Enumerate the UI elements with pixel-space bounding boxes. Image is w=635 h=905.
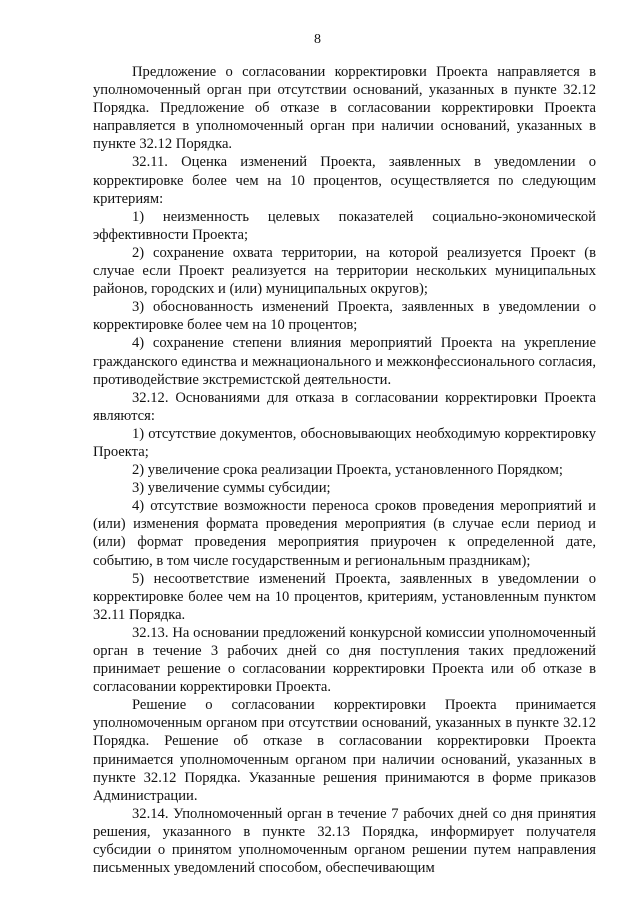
paragraph-32-14: 32.14. Уполномоченный орган в течение 7 рабочих дней со дня принятия решения, указанного в пункте 32.13 Порядка, информирует получателя субсидии о принятом уполномоченным органом решении путем направления письменных уведомлений способом, обеспечивающим — [93, 805, 596, 877]
paragraph-proposal-approval: Предложение о согласовании корректировки Проекта направляется в уполномоченный орган при отсутствии оснований, указанных в пункте 32.12 Порядка. Предложение об отказе в согласовании корректировки Проекта направляется в уполномоченный орган при наличии оснований, указанных в пункте 32.12 Порядка. — [93, 64, 596, 153]
criterion-4: 4) сохранение степени влияния мероприятий Проекта на укрепление гражданского единства и межнационального и межконфессионального согласия, противодействие экстремистской деятельности. — [93, 335, 596, 388]
page-number: 8 — [314, 32, 321, 47]
paragraph-32-12: 32.12. Основаниями для отказа в согласовании корректировки Проекта являются: — [93, 389, 596, 424]
paragraph-32-13: 32.13. На основании предложений конкурсной комиссии уполномоченный орган в течение 3 рабочих дней со дня поступления таких предложений принимает решение о согласовании корректировки Проекта или об отказе в согласовании корректировки Проекта. — [93, 624, 596, 696]
document-body — [93, 63, 596, 877]
criterion-3: 3) обоснованность изменений Проекта, заявленных в уведомлении о корректировке более чем на 10 процентов; — [93, 299, 596, 334]
refusal-reason-2: 2) увеличение срока реализации Проекта, установленного Порядком; — [132, 462, 563, 479]
criterion-1: 1) неизменность целевых показателей социально-экономической эффективности Проекта; — [93, 208, 596, 243]
refusal-reason-4: 4) отсутствие возможности переноса сроков проведения мероприятий и (или) изменения формата проведения мероприятия (в случае если период и (или) формат проведения мероприятия приурочен к определенной дате, событию, в том числе государственным и региональным праздникам); — [93, 498, 596, 569]
criterion-2: 2) сохранение охвата территории, на которой реализуется Проект (в случае если Проект реализуется на территории нескольких муниципальных районов, городских и (или) муниципальных округов); — [93, 244, 596, 298]
refusal-reason-3: 3) увеличение суммы субсидии; — [132, 480, 331, 497]
refusal-reason-1: 1) отсутствие документов, обосновывающих необходимую корректировку Проекта; — [93, 425, 596, 460]
paragraph-decision: Решение о согласовании корректировки Проекта принимается уполномоченным органом при отсутствии оснований, указанных в пункте 32.12 Порядка. Решение об отказе в согласовании корректировки Проекта принимается уполномоченным органом при наличии оснований, указанных в пункте 32.12 Порядка. Указанные решения принимаются в форме приказов Администрации. — [93, 697, 596, 804]
paragraph-32-11: 32.11. Оценка изменений Проекта, заявленных в уведомлении о корректировке более чем на 10 процентов, осуществляется по следующим критериям: — [93, 154, 596, 207]
refusal-reason-5: 5) несоответствие изменений Проекта, заявленных в уведомлении о корректировке более чем на 10 процентов, критериям, установленным пунктом 32.11 Порядка. — [93, 570, 596, 623]
